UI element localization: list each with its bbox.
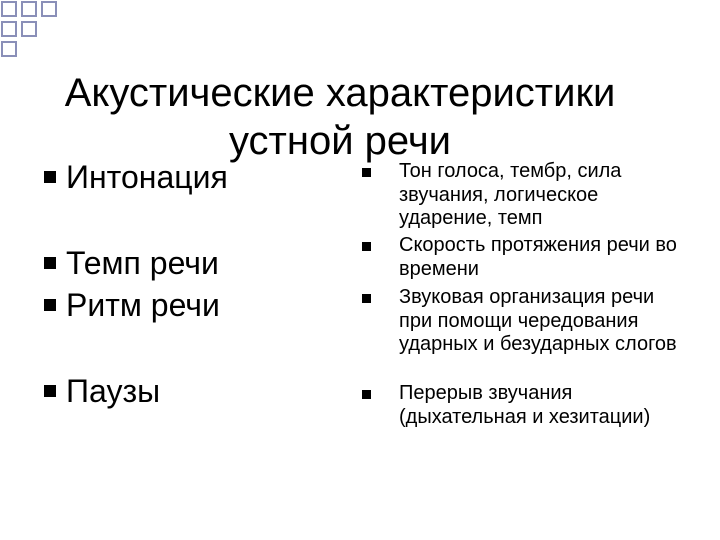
- list-item-pauses: [44, 372, 160, 410]
- list-item-rhythm: [44, 286, 220, 324]
- square-bullet-icon: [44, 385, 56, 397]
- square-bullet-icon: [362, 390, 371, 399]
- list-item-label: Ритм речи: [66, 287, 220, 323]
- list-item-label: Паузы: [66, 373, 161, 409]
- slide-title: [40, 69, 640, 165]
- list-item-text: Скорость протяжения речи во времени: [399, 234, 677, 280]
- square-bullet-icon: [44, 171, 56, 183]
- title-line-2: устной речи: [228, 118, 451, 163]
- square-bullet-icon: [44, 257, 56, 269]
- square-bullet-icon: [362, 294, 371, 303]
- list-item-pauses-description: [362, 382, 682, 429]
- list-item-intonation-description: [362, 160, 682, 231]
- list-item-label: Темп речи: [66, 245, 219, 281]
- list-item-text: Тон голоса, тембр, сила звучания, логическое ударение, темп: [399, 160, 622, 229]
- list-item-intonation: [44, 158, 228, 196]
- list-item-label: Интонация: [66, 159, 228, 195]
- list-item-rhythm-description: [362, 286, 682, 357]
- square-bullet-icon: [362, 242, 371, 251]
- square-bullet-icon: [44, 299, 56, 311]
- square-bullet-icon: [362, 168, 371, 177]
- list-item-text: Перерыв звучания (дыхательная и хезитации): [399, 382, 651, 428]
- list-item-tempo-description: [362, 234, 682, 281]
- list-item-text: Звуковая организация речи при помощи чередования ударных и безударных слогов: [399, 286, 677, 355]
- corner-squares-decoration: [0, 0, 60, 60]
- title-line-1: Акустические характеристики: [64, 70, 616, 115]
- list-item-tempo: [44, 244, 219, 282]
